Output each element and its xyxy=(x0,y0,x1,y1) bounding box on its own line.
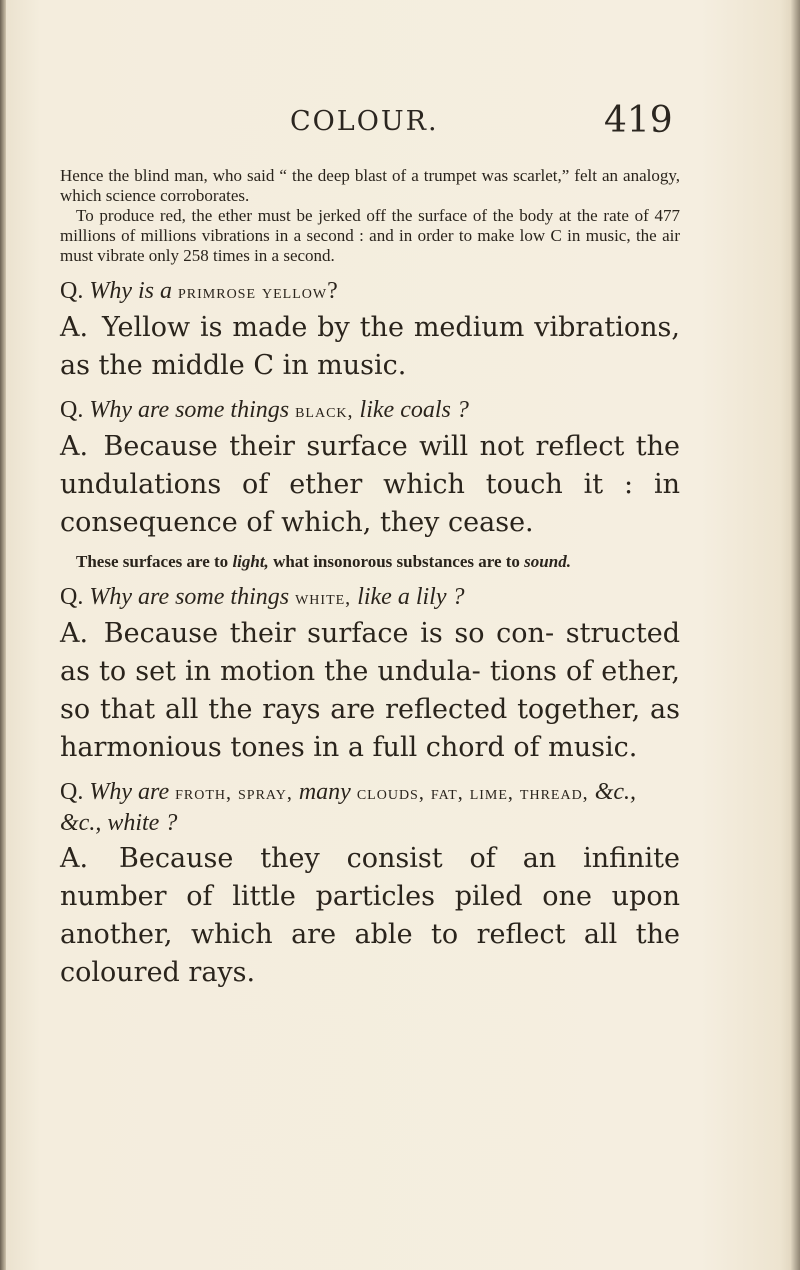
answer-label: A. xyxy=(60,843,89,874)
question-2 xyxy=(60,395,680,426)
question-4 xyxy=(60,777,680,838)
question-text-end: &c., &c., white ? xyxy=(60,779,637,836)
answer-label: A. xyxy=(60,431,89,462)
question-keyword: black, xyxy=(295,400,354,422)
question-keyword: white, xyxy=(295,587,352,609)
note-emphasis: light, xyxy=(232,552,269,571)
question-text: many xyxy=(298,779,351,805)
question-text-end: like coals ? xyxy=(359,397,469,423)
page-gutter-shadow xyxy=(0,0,6,1270)
question-text: Why are some things xyxy=(89,584,290,610)
question-keyword: clouds, fat, lime, thread, xyxy=(356,782,589,804)
question-label: Q. xyxy=(60,397,84,423)
question-text: Why are xyxy=(89,779,170,805)
answer-label: A. xyxy=(60,312,89,343)
answer-text: Because they consist of an infinite number of little particles piled one upon another, which are able to reflect all the coloured rays. xyxy=(60,843,680,988)
answer-text: Yellow is made by the medium vibrations, as the middle C in music. xyxy=(60,312,680,381)
question-keyword: froth, spray, xyxy=(175,782,293,804)
answer-4 xyxy=(60,840,680,992)
page-header xyxy=(0,100,800,150)
answer-text: Because their surface will not reflect the undulations of ether which touch it : in consequence of which, they cease. xyxy=(60,431,680,538)
answer-label: A. xyxy=(60,618,89,649)
question-text: Why is a xyxy=(89,278,172,304)
intro-paragraph-1: Hence the blind man, who said “ the deep blast of a trumpet was scarlet,” felt an analogy, which science corroborates. xyxy=(60,166,680,205)
page-edge-shadow xyxy=(790,0,800,1270)
answer-1 xyxy=(60,309,680,385)
question-text: Why are some things xyxy=(89,397,290,423)
note-text: what insonorous substances are to xyxy=(273,552,520,571)
footnote xyxy=(60,552,680,572)
question-text-end: like a lily ? xyxy=(357,584,465,610)
page-body xyxy=(60,166,680,992)
running-title: COLOUR. xyxy=(290,106,439,137)
note-emphasis: sound. xyxy=(524,552,571,571)
question-1 xyxy=(60,276,680,307)
question-keyword: primrose yellow xyxy=(178,281,328,303)
answer-3 xyxy=(60,615,680,767)
note-text: These surfaces are to xyxy=(76,552,229,571)
question-mark: ? xyxy=(327,278,338,304)
question-label: Q. xyxy=(60,584,84,610)
question-label: Q. xyxy=(60,278,84,304)
question-label: Q. xyxy=(60,779,84,805)
question-3 xyxy=(60,582,680,613)
page-number: 419 xyxy=(604,100,673,141)
answer-2 xyxy=(60,428,680,542)
intro-paragraph-2: To produce red, the ether must be jerked off the surface of the body at the rate of 477 millions of millions vibrations in a second : and in order to make low C in music, the air must vibrate only 258 times in a second. xyxy=(60,206,680,265)
answer-text: Because their surface is so con- structed as to set in motion the undula- tions of ether, so that all the rays are reflected together, as harmonious tones in a full chord of music. xyxy=(60,618,680,763)
